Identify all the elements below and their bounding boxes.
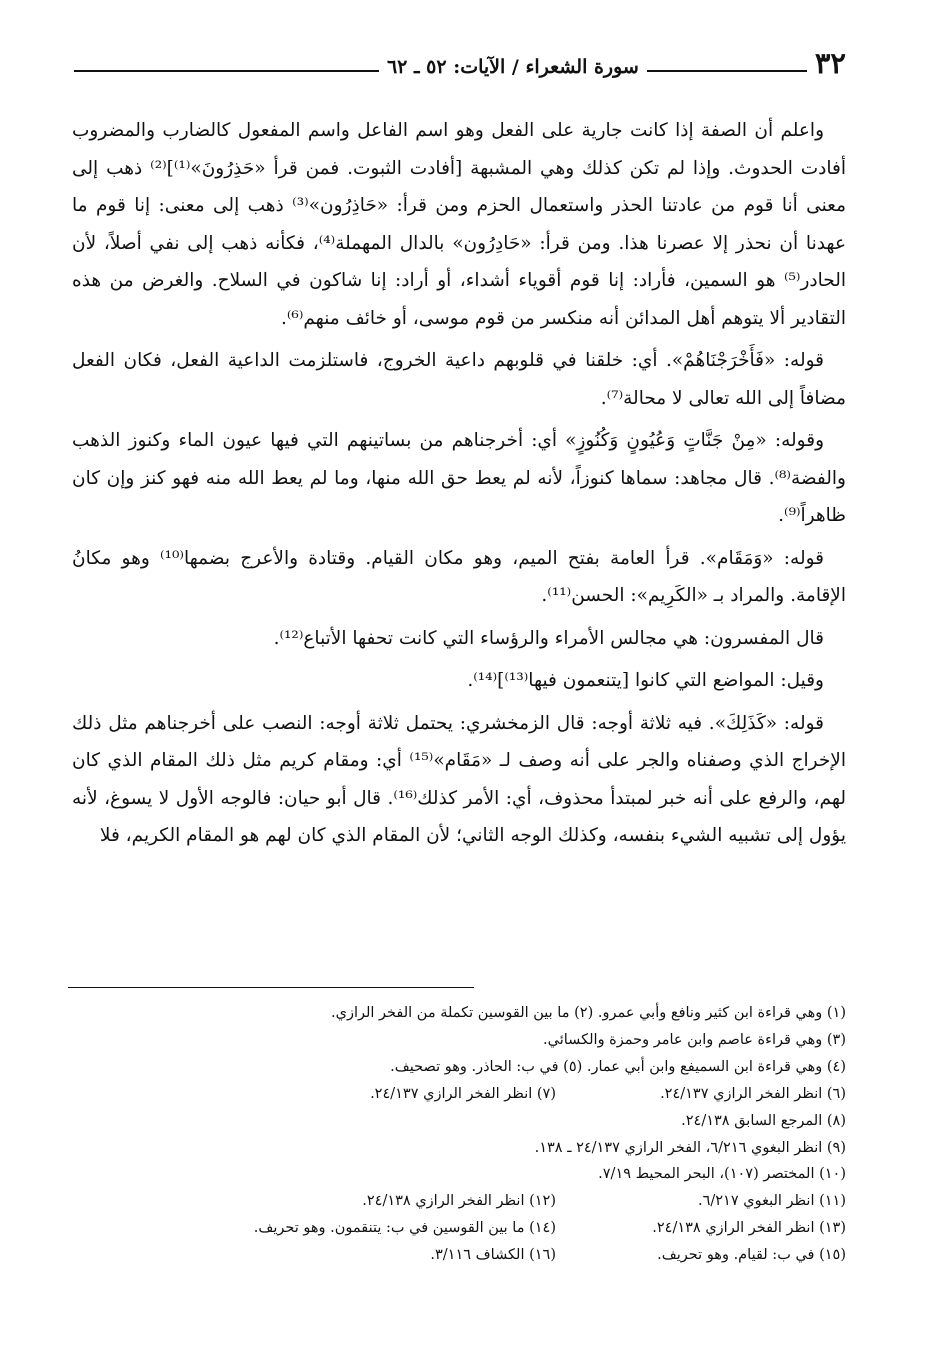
paragraph: قوله: «كَذَلِكَ». فيه ثلاثة أوجه: قال الزمخشري: يحتمل ثلاثة أوجه: النصب على أخرجناهم مثل ذلك الإخراج الذي وصفناه والجر على أنه وصف لـ «مَقَام»⁽¹⁵⁾ أي: ومقام كريم مثل ذلك المقام الذي كان لهم، والرفع على أنه خبر لمبتدأ محذوف، أي: الأمر كذلك⁽¹⁶⁾. قال أبو حيان: فالوجه الأول لا يسوغ، لأنه يؤول إلى تشبيه الشيء بنفسه، وكذلك الوجه الثاني؛ لأن المقام الذي كان لهم هو المقام الكريم، فلا	[72, 712, 846, 846]
footnote-line: (٩) انظر البغوي ٦/٢١٦، الفخر الرازي ٢٤/١٣٧ ـ ١٣٨.	[534, 1139, 846, 1156]
header-rule	[74, 70, 379, 72]
paragraph: وقوله: «مِنْ جَنَّاتٍ وَعُيُونٍ وَكُنُوزٍ» أي: أخرجناهم من بساتينهم التي فيها عيون الماء وكنوز الذهب والفضة⁽⁸⁾. قال مجاهد: سماها كنوزاً، لأنه لم يعط حق الله منها، وما لم يعط الله منه فهو كنز وإن كان ظاهراً⁽⁹⁾.	[72, 430, 846, 526]
footnote-line: (١٣) انظر الفخر الرازي ٢٤/١٣٨.	[652, 1220, 846, 1237]
footnote-line: (١) وهي قراءة ابن كثير ونافع وأبي عمرو. (٢) ما بين القوسين تكملة من الفخر الرازي.	[330, 1005, 846, 1021]
paragraph: وقيل: المواضع التي كانوا [يتنعمون فيها⁽¹³⁾]⁽¹⁴⁾.	[467, 670, 824, 691]
page-number: ٣٢	[814, 46, 846, 80]
footnote-line: (٨) المرجع السابق ٢٤/١٣٨.	[681, 1112, 846, 1129]
footnote-line: (١٤) ما بين القوسين في ب: يتنقمون. وهو تحريف.	[253, 1220, 556, 1237]
footnote-line: (٦) انظر الفخر الرازي ٢٤/١٣٧.	[660, 1085, 846, 1102]
main-text	[72, 112, 846, 860]
paragraph: قوله: «وَمَقَام». قرأ العامة بفتح الميم، وهو مكان القيام. وقتادة والأعرج بضمها⁽¹⁰⁾ وهو مكانُ الإقامة. والمراد بـ «الكَرِيم»: الحسن⁽¹¹⁾.	[72, 547, 846, 606]
footnote-line: (١٠) المختصر (١٠٧)، البحر المحيط ٧/١٩.	[598, 1166, 846, 1183]
footnote-line: (١٥) في ب: لقيام. وهو تحريف.	[657, 1247, 846, 1264]
paragraph: قال المفسرون: هي مجالس الأمراء والرؤساء التي كانت تحفها الأتباع⁽¹²⁾.	[273, 627, 824, 649]
footnote-separator	[68, 987, 474, 988]
header-rule	[647, 70, 807, 72]
footnote-line: (١٦) الكشاف ٣/١١٦.	[430, 1247, 556, 1264]
footnote-line: (١١) انظر البغوي ٦/٢١٧.	[697, 1193, 846, 1210]
footnotes	[76, 1000, 846, 1269]
paragraph: واعلم أن الصفة إذا كانت جارية على الفعل وهو اسم الفاعل واسم المفعول كالضارب والمضروب أفادت الحدوث. وإذا لم تكن كذلك وهي المشبهة [أفادت الثبوت. فمن قرأ «حَذِرُونَ»⁽¹⁾]⁽²⁾ ذهب إلى معنى أنا قوم من عادتنا الحذر واستعمال الحزم ومن قرأ: «حَاذِرُون»⁽³⁾ ذهب إلى معنى: إنا قوم ما عهدنا أن نحذر إلا عصرنا هذا. ومن قرأ: «حَادِرُون» بالدال المهملة⁽⁴⁾، فكأنه ذهب إلى نفي أصلاً، لأن الحادر⁽⁵⁾ هو السمين، فأراد: إنا قوم أقوياء أشداء، أو أراد: إنا شاكون في السلاح. والغرض من هذه التقادير ألا يتوهم أهل المدائن أنه منكسر من قوم موسى، أو خائف منهم⁽⁶⁾.	[72, 120, 847, 329]
footnote-line: (١٢) انظر الفخر الرازي ٢٤/١٣٨.	[362, 1193, 556, 1210]
paragraph: قوله: «فَأَخْرَجْنَاهُمْ». أي: خلقنا في قلوبهم داعية الخروج، فاستلزمت الداعية الفعل، فكان الفعل مضافاً إلى الله تعالى لا محالة⁽⁷⁾.	[72, 350, 846, 409]
footnote-line: (٤) وهي قراءة ابن السميفع وابن أبي عمار. (٥) في ب: الحاذر. وهو تصحيف.	[390, 1058, 846, 1075]
page-header	[66, 38, 846, 78]
footnote-line: (٧) انظر الفخر الرازي ٢٤/١٣٧.	[370, 1085, 556, 1102]
running-title: سورة الشعراء / الآيات: ٥٢ ـ ٦٢	[386, 56, 639, 78]
footnote-line: (٣) وهي قراءة عاصم وابن عامر وحمزة والكسائي.	[543, 1031, 846, 1048]
